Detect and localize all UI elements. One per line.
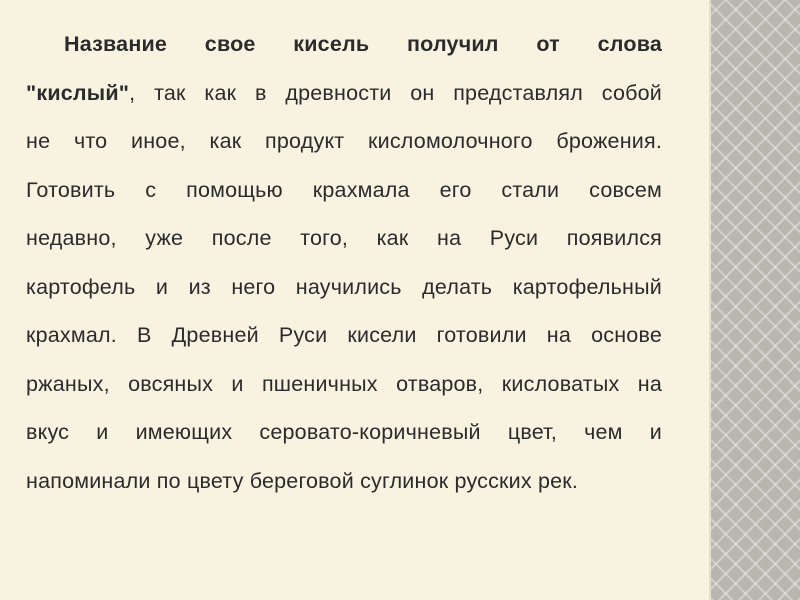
text-line-1: Название свое кисель получил от слова xyxy=(64,32,662,56)
text-line-2-bold: "кислый" xyxy=(26,80,130,105)
text-line-5: недавно, уже после того, как на Руси появился xyxy=(26,226,662,250)
text-line-10: напоминали по цвету береговой суглинок русских рек. xyxy=(26,468,579,493)
body-paragraph xyxy=(26,20,662,505)
text-line-2 xyxy=(26,69,662,118)
decorative-pattern-stripe xyxy=(711,0,800,600)
text-line-7: крахмал. В Древней Руси кисели готовили на основе xyxy=(26,323,662,347)
text-line-6: картофель и из него научились делать картофельный xyxy=(26,274,662,299)
text-line-4: Готовить с помощью крахмала его стали совсем xyxy=(26,177,662,202)
text-line-2-rest: , так как в древности он представлял собой xyxy=(129,80,662,105)
text-line-9: вкус и имеющих серовато-коричневый цвет, чем и xyxy=(26,420,662,444)
text-line-8: ржаных, овсяных и пшеничных отваров, кисловатых на xyxy=(26,371,662,396)
text-line-3: не что иное, как продукт кисломолочного брожения. xyxy=(26,129,662,153)
